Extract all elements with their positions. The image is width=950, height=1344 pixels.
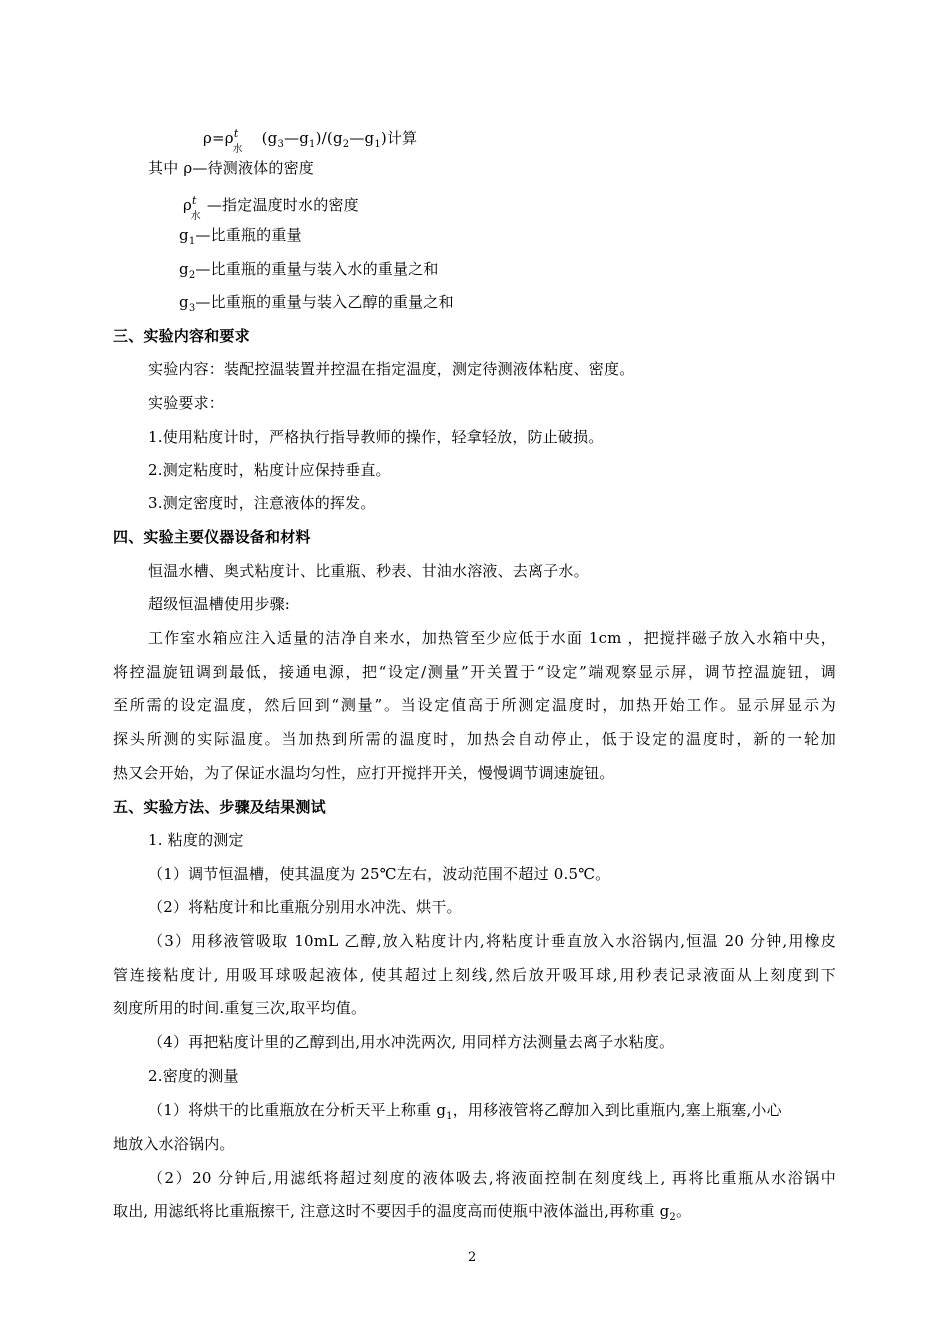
formula-mid3: —g: [349, 129, 375, 147]
rho-water-text: —指定温度时水的密度: [206, 196, 359, 214]
density-step-2-sub: 2: [669, 1212, 676, 1223]
section-4-paragraph-line-4: 探头所测的实际温度。当加热到所需的温度时，加热会自动停止，低于设定的温度时，新的一轮加: [113, 730, 836, 748]
section-5-sub-1: 1. 粘度的测定: [148, 831, 244, 849]
density-step-1-post: ，用移液管将乙醇加入到比重瓶内,塞上瓶塞,小心: [452, 1101, 782, 1119]
section-4-paragraph-line-5: 热又会开始，为了保证水温均匀性，应打开搅拌开关，慢慢调节调速旋钮。: [113, 764, 615, 782]
section-5-step-3-line-2: 管连接粘度计, 用吸耳球吸起液体, 使其超过上刻线,然后放开吸耳球,用秒表记录液面从上刻度到下: [113, 966, 836, 984]
formula-g1-sub-a: 1: [309, 139, 316, 150]
g2-text: —比重瓶的重量与装入水的重量之和: [195, 260, 439, 278]
density-step-1-line-1: [148, 1100, 782, 1120]
density-formula: [203, 124, 418, 155]
section-3-req-2: 2.测定粘度时，粘度计应保持垂直。: [148, 461, 391, 479]
definition-g3: [179, 292, 454, 312]
density-step-2-line-1: （2）20 分钟后,用滤纸将超过刻度的液体吸去,将液面控制在刻度线上, 再将比重瓶从水浴锅中: [148, 1169, 836, 1187]
g1-symbol: g: [179, 226, 189, 244]
density-step-2-post: 。: [675, 1202, 692, 1220]
section-5-sub-2: 2.密度的测量: [148, 1067, 239, 1085]
section-5-step-4: （4）再把粘度计里的乙醇到出,用水冲洗两次, 用同样方法测量去离子水粘度。: [148, 1033, 675, 1051]
formula-g1-sub-b: 1: [374, 139, 381, 150]
section-4-paragraph-line-2: 将控温旋钮调到最低，接通电源，把“设定/测量”开关置于“设定”端观察显示屏，调节控温旋钮，调: [113, 663, 836, 681]
definition-g1: [179, 225, 302, 245]
section-4-paragraph-line-1: 工作室水箱应注入适量的洁净自来水，加热管至少应低于水面 1cm ，把搅拌磁子放入水箱中央，: [148, 629, 836, 647]
formula-g3: (g: [261, 129, 278, 147]
section-4-steps-title: 超级恒温槽使用步骤:: [148, 595, 291, 613]
section-3-heading: 三、实验内容和要求: [113, 327, 250, 345]
g3-text: —比重瓶的重量与装入乙醇的重量之和: [195, 293, 454, 311]
rho-water-prime: t: [192, 194, 197, 207]
section-5-step-1: （1）调节恒温槽，使其温度为 25℃左右，波动范围不超过 0.5℃。: [148, 865, 611, 883]
section-3-req-title: 实验要求：: [148, 394, 225, 412]
section-4-heading: 四、实验主要仪器设备和材料: [113, 528, 311, 546]
g1-sub: 1: [188, 236, 196, 247]
formula-end: )计算: [380, 129, 418, 147]
definition-rho-water: [183, 191, 359, 222]
section-3-req-3: 3.测定密度时，注意液体的挥发。: [148, 494, 376, 512]
section-3-content: 实验内容：装配控温装置并控温在指定温度，测定待测液体粘度、密度。: [148, 360, 635, 378]
formula-mid1: —g: [284, 129, 310, 147]
rho-water-sub: 水: [190, 211, 201, 222]
density-step-2-pre: 取出, 用滤纸将比重瓶擦干, 注意这时不要因手的温度高而使瓶中液体溢出,再称重 g: [113, 1202, 670, 1220]
g1-text: —比重瓶的重量: [195, 226, 302, 244]
section-4-paragraph-line-3: 至所需的设定温度，然后回到“测量”。当设定值高于所测定温度时，加热开始工作。显示屏显示为: [113, 696, 836, 714]
section-4-materials: 恒温水槽、奥式粘度计、比重瓶、秒表、甘油水溶液、去离子水。: [148, 562, 589, 580]
density-step-2-line-2: [113, 1201, 691, 1221]
formula-prime: t: [233, 127, 239, 140]
section-5-heading: 五、实验方法、步骤及结果测试: [113, 798, 326, 816]
g3-sub: 3: [188, 303, 196, 314]
g2-sub: 2: [188, 270, 196, 281]
rho-water-symbol: ρ: [183, 196, 193, 214]
page-number: 2: [468, 1250, 477, 1265]
density-step-1-pre: （1）将烘干的比重瓶放在分析天平上称重 g: [148, 1101, 447, 1119]
formula-rho: ρ=ρ: [203, 129, 234, 147]
section-5-step-3-line-1: （3）用移液管吸取 10mL 乙醇,放入粘度计内,将粘度计垂直放入水浴锅内,恒温 20 分钟,用橡皮: [148, 932, 836, 950]
definition-g2: [179, 259, 439, 279]
section-5-step-3-line-3: 刻度所用的时间.重复三次,取平均值。: [113, 999, 367, 1017]
g3-symbol: g: [179, 293, 189, 311]
definition-rho: 其中 ρ—待测液体的密度: [148, 159, 314, 177]
formula-g2-sub: 2: [342, 139, 350, 150]
formula-mid2: )/(g: [315, 129, 343, 147]
density-step-1-sub: 1: [446, 1111, 453, 1122]
g2-symbol: g: [179, 260, 189, 278]
formula-water-sub: 水: [232, 144, 243, 155]
section-3-req-1: 1.使用粘度计时，严格执行指导教师的操作，轻拿轻放，防止破损。: [148, 428, 604, 446]
formula-g3-sub: 3: [277, 139, 285, 150]
density-step-1-line-2: 地放入水浴锅内。: [113, 1135, 235, 1153]
section-5-step-2: （2）将粘度计和比重瓶分别用水冲洗、烘干。: [148, 898, 462, 916]
